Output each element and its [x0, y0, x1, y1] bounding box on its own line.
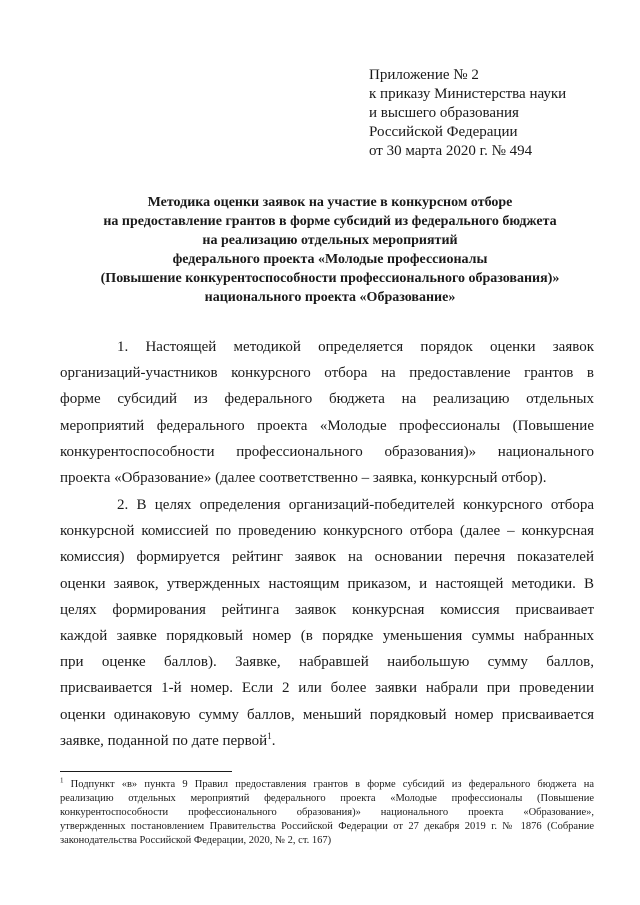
annex-line: к приказу Министерства науки	[369, 86, 567, 102]
footnote-reference[interactable]: 1	[267, 730, 272, 741]
annex-line: Российской Федерации	[369, 124, 518, 140]
paragraph-line: конкурсной комиссией по проведению конкурсного отбора (далее – конкурсная	[60, 523, 594, 540]
paragraph-line: форме субсидий из федерального бюджета на реализацию отдельных	[60, 391, 594, 408]
paragraph-line: конкурентоспособности профессионального образования)» национального	[60, 443, 594, 460]
title-line: (Повышение конкурентоспособности профессионального образования)»	[100, 271, 560, 286]
footnote-line	[60, 778, 594, 792]
footnote-text: Подпункт «в» пункта 9 Правил предоставления грантов в форме субсидий из федерального бюджета на	[63, 779, 594, 790]
footnote-line: конкурентоспособности профессионального образования)» национального проекта «Образование»,	[60, 807, 594, 818]
annex-line: Приложение № 2	[369, 67, 479, 83]
footnote	[60, 778, 594, 848]
paragraph-line: 1. Настоящей методикой определяется порядок оценки заявок	[117, 339, 594, 355]
paragraph-last-line	[60, 728, 594, 754]
footnote-line: реализацию отдельных мероприятий федерального проекта «Молодые профессионалы (Повышение	[60, 793, 594, 804]
paragraph-line: проекта «Образование» (далее соответственно – заявка, конкурсный отбор).	[60, 469, 547, 486]
paragraph-line: мероприятий федерального проекта «Молодые профессионалы (Повышение	[60, 417, 594, 434]
paragraph-1	[60, 334, 594, 491]
paragraph-ending: .	[271, 732, 276, 749]
paragraph-line: комиссия) формируется рейтинг заявок на основании перечня показателей	[60, 549, 594, 566]
title-line: на предоставление грантов в форме субсидий из федерального бюджета	[103, 214, 557, 229]
paragraph-line: каждой заявке порядковый номер (в порядке уменьшения суммы набранных	[60, 627, 594, 644]
document-title	[60, 193, 600, 307]
paragraph-2	[60, 492, 594, 754]
footnote-line: законодательства Российской Федерации, 2020, № 2, ст. 167)	[60, 835, 332, 846]
title-line: на реализацию отдельных мероприятий	[202, 233, 458, 248]
paragraph-line: присваивается 1-й номер. Если 2 или более заявки набрали при проведении	[60, 680, 594, 697]
annex-line: и высшего образования	[369, 105, 519, 121]
paragraph-line: организаций-участников конкурсного отбора на предоставление грантов в	[60, 365, 594, 382]
title-line: Методика оценки заявок на участие в конкурсном отборе	[147, 195, 513, 210]
title-line: национального проекта «Образование»	[204, 290, 456, 305]
title-line: федерального проекта «Молодые профессионалы	[172, 252, 488, 267]
footnote-line: утвержденных постановлением Правительства Российской Федерации от 27 декабря 2019 г. № 1876 (Собрание	[60, 821, 594, 832]
annex-header	[369, 66, 619, 161]
annex-line: от 30 марта 2020 г. № 494	[369, 143, 533, 159]
footnote-marker: 1	[60, 776, 64, 785]
paragraph-line-text: заявке, поданной по дате первой	[60, 732, 268, 749]
paragraph-line: оценки заявок, утвержденных настоящим приказом, и настоящей методики. В	[60, 575, 594, 592]
footnote-divider	[60, 771, 232, 772]
paragraph-line: при оценке баллов). Заявке, набравшей наибольшую сумму баллов,	[60, 654, 594, 671]
paragraph-line: оценки одинаковую сумму баллов, меньший порядковый номер присваивается	[60, 706, 594, 723]
paragraph-line: целях формирования рейтинга заявок конкурсная комиссия присваивает	[60, 601, 594, 618]
paragraph-line: 2. В целях определения организаций-победителей конкурсного отбора	[117, 497, 594, 513]
